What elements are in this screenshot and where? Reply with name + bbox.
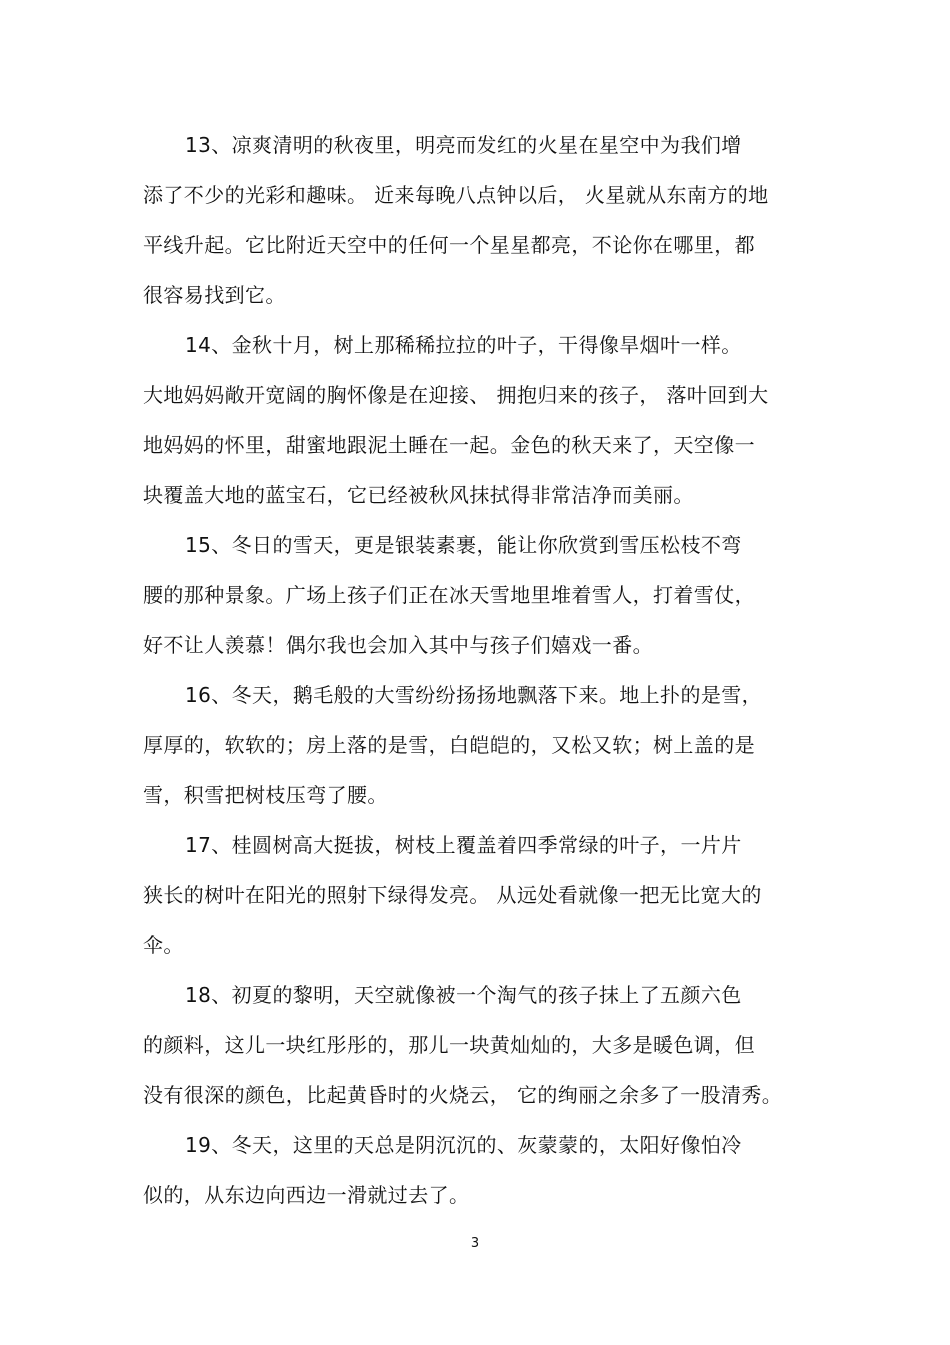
text-line-6: 大地妈妈敞开宽阔的胸怀像是在迎接、 拥抱归来的孩子， 落叶回到大 xyxy=(143,383,769,407)
text-line-15: 17、桂圆树高大挺拔，树枝上覆盖着四季常绿的叶子，一片片 xyxy=(185,833,742,857)
text-line-10: 腰的那种景象。广场上孩子们正在冰天雪地里堆着雪人，打着雪仗， xyxy=(143,583,755,607)
text-line-1: 13、凉爽清明的秋夜里，明亮而发红的火星在星空中为我们增 xyxy=(185,133,742,157)
text-line-7: 地妈妈的怀里，甜蜜地跟泥土睡在一起。金色的秋天来了，天空像一 xyxy=(143,433,755,457)
text-line-9: 15、冬日的雪天，更是银装素裹，能让你欣赏到雪压松枝不弯 xyxy=(185,533,742,557)
text-line-3: 平线升起。它比附近天空中的任何一个星星都亮，不论你在哪里，都 xyxy=(143,233,755,257)
text-line-18: 18、初夏的黎明，天空就像被一个淘气的孩子抹上了五颜六色 xyxy=(185,983,742,1007)
text-line-4: 很容易找到它。 xyxy=(143,283,286,307)
text-line-17: 伞。 xyxy=(143,933,184,957)
text-line-2: 添了不少的光彩和趣味。 近来每晚八点钟以后， 火星就从东南方的地 xyxy=(143,183,769,207)
text-line-11: 好不让人羡慕！偶尔我也会加入其中与孩子们嬉戏一番。 xyxy=(143,633,653,657)
text-line-5: 14、金秋十月，树上那稀稀拉拉的叶子，干得像旱烟叶一样。 xyxy=(185,333,742,357)
text-line-12: 16、冬天，鹅毛般的大雪纷纷扬扬地飘落下来。地上扑的是雪， xyxy=(185,683,763,707)
text-line-16: 狭长的树叶在阳光的照射下绿得发亮。 从远处看就像一把无比宽大的 xyxy=(143,883,762,907)
text-line-22: 似的，从东边向西边一滑就过去了。 xyxy=(143,1183,470,1207)
text-line-14: 雪，积雪把树枝压弯了腰。 xyxy=(143,783,388,807)
text-line-19: 的颜料，这儿一块红彤彤的，那儿一块黄灿灿的，大多是暖色调，但 xyxy=(143,1033,755,1057)
text-line-20: 没有很深的颜色，比起黄昏时的火烧云， 它的绚丽之余多了一股清秀。 xyxy=(143,1083,783,1107)
text-line-8: 块覆盖大地的蓝宝石，它已经被秋风抹拭得非常洁净而美丽。 xyxy=(143,483,694,507)
text-line-21: 19、冬天，这里的天总是阴沉沉的、灰蒙蒙的，太阳好像怕冷 xyxy=(185,1133,742,1157)
text-line-13: 厚厚的，软软的；房上落的是雪，白皑皑的，又松又软；树上盖的是 xyxy=(143,733,755,757)
page-number: 3 xyxy=(470,1236,480,1251)
